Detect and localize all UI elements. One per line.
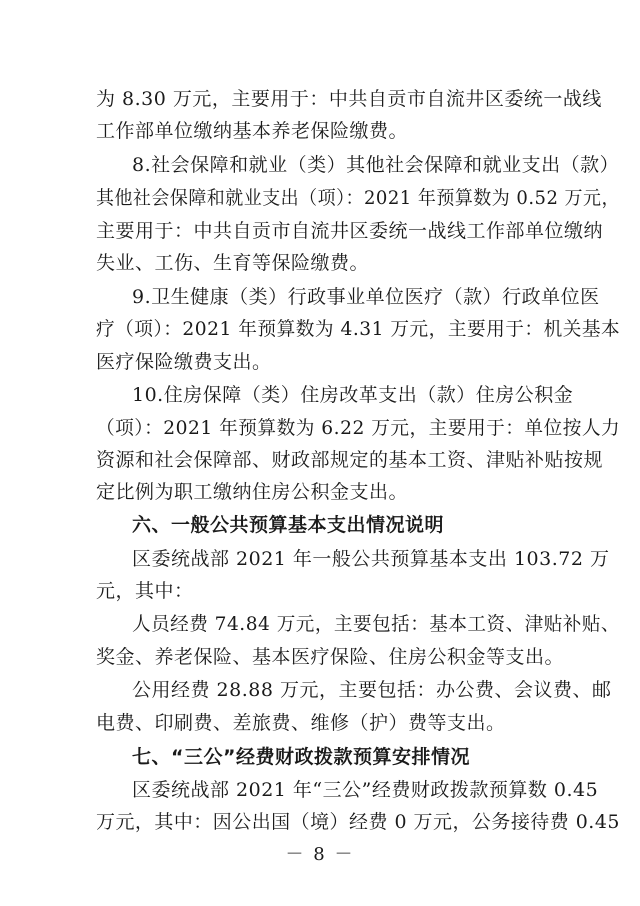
paragraph-line: 奖金、养老保险、基本医疗保险、住房公积金等支出。: [96, 646, 565, 668]
paragraph-line: 疗（项）：2021 年预算数为 4.31 万元，主要用于：机关基本: [96, 318, 621, 340]
item-8-heading: 8.社会保障和就业（类）其他社会保障和就业支出（款）: [132, 154, 620, 176]
paragraph-line: 失业、工伤、生育等保险缴费。: [96, 252, 370, 274]
paragraph-line: 主要用于：中共自贡市自流井区委统一战线工作部单位缴纳: [96, 220, 604, 242]
paragraph-line: 公用经费 28.88 万元，主要包括：办公费、会议费、邮: [132, 679, 612, 701]
section-6-heading: 六、一般公共预算基本支出情况说明: [132, 514, 445, 536]
item-10-heading: 10.住房保障（类）住房改革支出（款）住房公积金: [132, 384, 574, 406]
section-7-heading: 七、“三公”经费财政拨款预算安排情况: [132, 746, 470, 768]
page-number: － 8 －: [285, 844, 355, 865]
paragraph-line: 定比例为职工缴纳住房公积金支出。: [96, 481, 409, 503]
paragraph-line: 其他社会保障和就业支出（项）：2021 年预算数为 0.52 万元，: [96, 187, 620, 209]
paragraph-line: 为 8.30 万元，主要用于：中共自贡市自流井区委统一战线: [96, 88, 602, 110]
paragraph-line: 万元，其中：因公出国（境）经费 0 万元，公务接待费 0.45: [96, 811, 620, 833]
paragraph-line: 电费、印刷费、差旅费、维修（护）费等支出。: [96, 712, 506, 734]
paragraph-line: 工作部单位缴纳基本养老保险缴费。: [96, 120, 409, 142]
paragraph-line: 区委统战部 2021 年“三公”经费财政拨款预算数 0.45: [132, 779, 599, 801]
paragraph-line: 区委统战部 2021 年一般公共预算基本支出 103.72 万: [132, 548, 610, 570]
paragraph-line: 资源和社会保障部、财政部规定的基本工资、津贴补贴按规: [96, 449, 604, 471]
paragraph-line: 医疗保险缴费支出。: [96, 351, 272, 373]
paragraph-line: 元，其中：: [96, 580, 194, 602]
item-9-heading: 9.卫生健康（类）行政事业单位医疗（款）行政单位医: [132, 286, 600, 308]
paragraph-line: 人员经费 74.84 万元，主要包括：基本工资、津贴补贴、: [132, 613, 621, 635]
paragraph-line: （项）：2021 年预算数为 6.22 万元，主要用于：单位按人力: [96, 417, 621, 439]
